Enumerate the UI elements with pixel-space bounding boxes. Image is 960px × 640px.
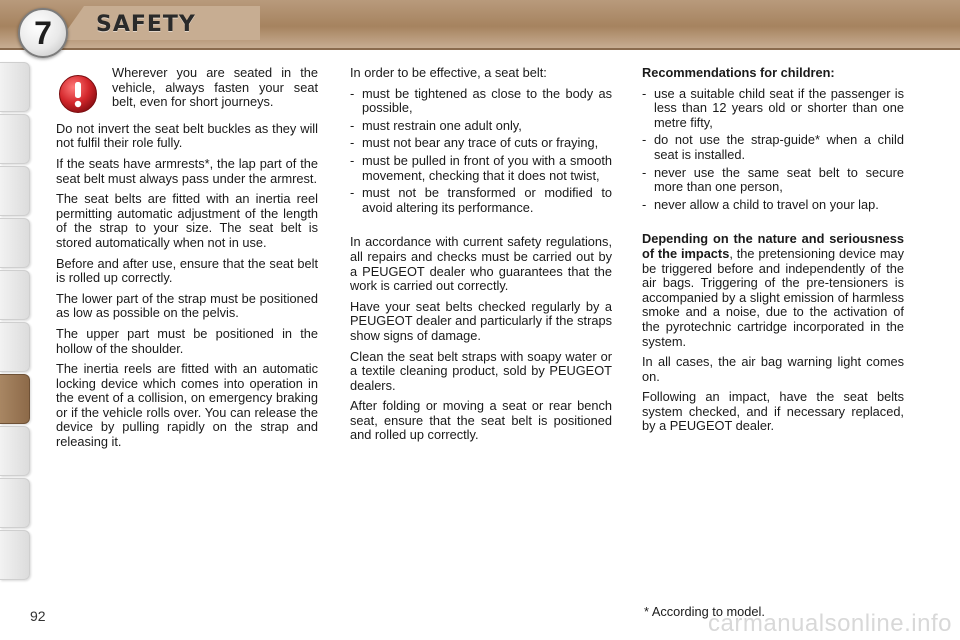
seat-belt-requirements-list: [350, 87, 612, 216]
chapter-tab[interactable]: [0, 530, 30, 580]
chapter-tab[interactable]: [0, 62, 30, 112]
chapter-tab-strip: [0, 62, 30, 572]
list-item: - must not bear any trace of cuts or fraying,: [350, 135, 599, 151]
chapter-badge: 7: [18, 8, 68, 58]
watermark: carmanualsonline.info: [708, 610, 952, 637]
list-intro: In order to be effective, a seat belt:: [350, 65, 547, 80]
list-dash: -: [642, 164, 647, 180]
spacer: [642, 218, 904, 232]
warning-block: [56, 66, 318, 116]
paragraph: The seat belts are fitted with an inertia reel permitting automatic adjustment of the length of the strap to your size. The seat belt is stored automatically when not in use.: [56, 191, 318, 250]
list-dash: -: [642, 196, 647, 212]
paragraph: Before and after use, ensure that the seat belt is rolled up correctly.: [56, 255, 318, 286]
paragraph: Have your seat belts checked regularly by a PEUGEOT dealer and particularly if the straps show signs of damage.: [350, 298, 612, 343]
chapter-tab[interactable]: [0, 478, 30, 528]
impact-paragraph: [642, 232, 904, 349]
column-3: [642, 66, 904, 440]
warning-text: Wherever you are seated in the vehicle, always fasten your seat belt, even for short journeys.: [112, 65, 318, 110]
list-item: - must restrain one adult only,: [350, 117, 522, 133]
chapter-tab[interactable]: [0, 166, 30, 216]
paragraph: In all cases, the air bag warning light comes on.: [642, 354, 904, 384]
children-heading: Recommendations for children:: [642, 65, 835, 80]
paragraph: In accordance with current safety regulations, all repairs and checks must be carried out by a PEUGEOT dealer who guarantees that the work is carried out correctly.: [350, 234, 612, 294]
chapter-tab[interactable]: [0, 322, 30, 372]
list-dash: -: [642, 85, 647, 101]
column-2: [350, 66, 612, 449]
page-number: 92: [30, 608, 46, 624]
list-item: - must be tightened as close to the body as possible,: [350, 85, 612, 116]
list-item: - never allow a child to travel on your lap.: [642, 196, 879, 212]
paragraph: If the seats have armrests*, the lap part of the seat belt must always pass under the armrest.: [56, 155, 318, 186]
list-item: - never use the same seat belt to secure more than one person,: [642, 164, 904, 195]
paragraph: After folding or moving a seat or rear bench seat, ensure that the seat belt is positioned and rolled up correctly.: [350, 398, 612, 443]
paragraph: The upper part must be positioned in the hollow of the shoulder.: [56, 325, 318, 356]
chapter-tab-active[interactable]: [0, 374, 30, 424]
paragraph: Clean the seat belt straps with soapy water or a textile cleaning product, sold by PEUGEOT dealers.: [350, 348, 612, 393]
paragraph: Do not invert the seat belt buckles as they will not fulfil their role fully.: [56, 120, 318, 151]
list-dash: -: [350, 185, 355, 201]
paragraph: The lower part of the strap must be positioned as low as possible on the pelvis.: [56, 290, 318, 321]
list-item: - must not be transformed or modified to avoid altering its performance.: [350, 185, 612, 215]
exclamation-circle-icon: [58, 74, 98, 114]
paragraph: Following an impact, have the seat belts system checked, and if necessary replaced, by a PEUGEOT dealer.: [642, 389, 904, 434]
list-dash: -: [350, 152, 355, 168]
chapter-tab[interactable]: [0, 218, 30, 268]
list-item: - use a suitable child seat if the passenger is less than 12 years old or shorter than one metre fifty,: [642, 85, 904, 130]
spacer: [350, 221, 612, 235]
chapter-tab[interactable]: [0, 270, 30, 320]
children-recommendations-list: [642, 87, 904, 213]
list-item: - do not use the strap-guide* when a child seat is installed.: [642, 132, 904, 162]
list-dash: -: [642, 132, 647, 148]
list-item: - must be pulled in front of you with a smooth movement, checking that it does not twist,: [350, 152, 612, 183]
impact-text: , the pretensioning device may be triggered before and independently of the air bags. Triggering of the pre-tensioners is accompanied by a slight emission of harmless smoke and a noise, due to the activation of the pyrotechnic cartridge incorporated in the system.: [642, 245, 904, 349]
paragraph: The inertia reels are fitted with an automatic locking device which comes into operation in the event of a collision, on emergency braking or if the vehicle rolls over. You can release the device by pulling rapidly on the strap and releasing it.: [56, 361, 318, 450]
column-1: [56, 66, 318, 456]
list-dash: -: [350, 135, 355, 151]
chapter-tab[interactable]: [0, 426, 30, 476]
impact-bold-text: Depending on the nature and seriousness of the impacts: [642, 231, 904, 261]
list-dash: -: [350, 117, 355, 133]
chapter-tab[interactable]: [0, 114, 30, 164]
list-dash: -: [350, 85, 355, 101]
footnote: * According to model.: [644, 604, 765, 619]
section-title: SAFETY: [96, 12, 196, 37]
